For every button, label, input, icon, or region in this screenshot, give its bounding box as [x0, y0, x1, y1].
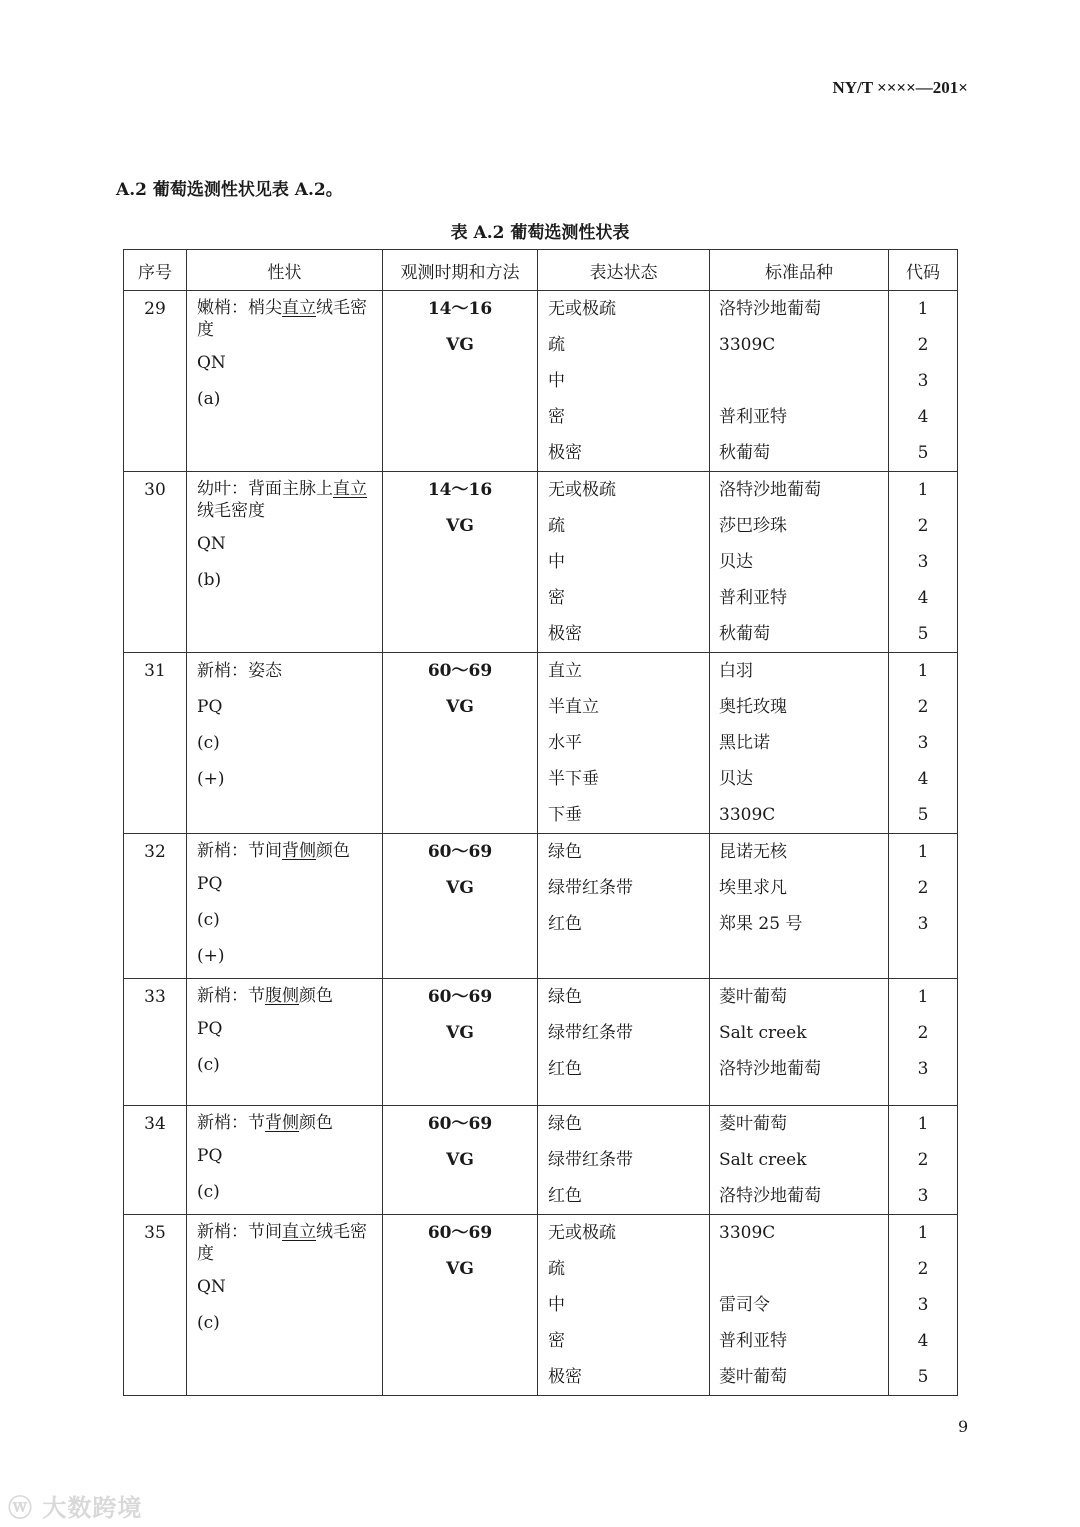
standard-variety [719, 363, 888, 399]
trait-cell [187, 1215, 383, 1396]
trait-name-part: 新梢：节间 [197, 841, 282, 861]
weibo-logo-icon: ⓦ [8, 1494, 33, 1522]
expression-state: 中 [548, 552, 565, 572]
trait-cell [187, 653, 383, 834]
trait-attribute: QN [197, 1277, 226, 1297]
observation-cell [383, 979, 538, 1106]
trait-name [197, 291, 382, 345]
trait-name-part: 绒毛密度 [197, 501, 265, 521]
code-cell [889, 291, 958, 472]
observation-value: VG [446, 335, 474, 355]
variety-cell [710, 979, 889, 1106]
observation-value: VG [446, 516, 474, 536]
standard-variety: 洛特沙地葡萄 [719, 1186, 821, 1206]
trait-name [197, 834, 382, 866]
observation-value: 60～69 [427, 1114, 493, 1134]
row-number: 31 [144, 661, 166, 681]
observation-value: 60～69 [427, 1223, 493, 1243]
trait-name-part: 颜色 [299, 1113, 333, 1133]
expression-state: 直立 [548, 661, 582, 681]
underlined-term: 腹侧 [265, 986, 299, 1006]
observation-value: 14～16 [427, 299, 493, 319]
standard-variety: 昆诺无核 [719, 842, 787, 862]
observation-value: VG [446, 1259, 474, 1279]
expression-state: 绿带红条带 [548, 1150, 633, 1170]
expression-state: 绿色 [548, 1114, 582, 1134]
code-value: 5 [917, 443, 929, 463]
table-row [124, 1215, 958, 1396]
observation-cell [383, 1215, 538, 1396]
table-row [124, 979, 958, 1106]
code-cell [889, 1215, 958, 1396]
state-cell [538, 653, 710, 834]
trait-name-part: 新梢：节 [197, 1113, 265, 1133]
table-header-row [124, 250, 958, 291]
trait-name-part: 新梢：节 [197, 986, 265, 1006]
code-value: 5 [917, 624, 929, 644]
code-value: 1 [917, 1114, 929, 1134]
state-cell [538, 291, 710, 472]
trait-attribute: PQ [197, 874, 223, 894]
variety-cell [710, 834, 889, 979]
trait-name-part: 绒毛密度 [197, 298, 367, 340]
standard-variety: 菱叶葡萄 [719, 987, 787, 1007]
standard-variety: 洛特沙地葡萄 [719, 299, 821, 319]
row-number: 32 [144, 842, 166, 862]
observation-cell [383, 834, 538, 979]
standard-variety: 秋葡萄 [719, 624, 770, 644]
expression-state: 无或极疏 [548, 1223, 616, 1243]
table-row [124, 472, 958, 653]
trait-name [197, 1106, 382, 1138]
expression-state: 无或极疏 [548, 299, 616, 319]
watermark-logo [8, 1488, 142, 1523]
expression-state: 中 [548, 1295, 565, 1315]
trait-name-part: 颜色 [316, 841, 350, 861]
standard-variety [719, 1251, 888, 1287]
expression-state: 半直立 [548, 697, 599, 717]
underlined-term: 直立 [282, 298, 316, 318]
expression-state: 半下垂 [548, 769, 599, 789]
code-value: 4 [917, 588, 929, 608]
standard-variety: 秋葡萄 [719, 443, 770, 463]
row-number-cell [124, 472, 187, 653]
trait-name [197, 472, 382, 526]
expression-state: 红色 [548, 1059, 582, 1079]
trait-attribute: 新梢：姿态 [197, 661, 282, 681]
trait-cell [187, 834, 383, 979]
document-code-header: NY/T ××××—201× [832, 78, 968, 97]
code-cell [889, 653, 958, 834]
trait-attribute: QN [197, 353, 226, 373]
code-value: 5 [917, 1367, 929, 1387]
row-number-cell [124, 653, 187, 834]
trait-name-part: 颜色 [299, 986, 333, 1006]
trait-attribute: (c) [197, 910, 220, 930]
code-value: 2 [917, 1023, 929, 1043]
watermark-text: 大数跨境 [42, 1494, 143, 1522]
row-number: 35 [144, 1223, 166, 1243]
standard-variety: 3309C [719, 805, 776, 825]
column-header: 表达状态 [538, 250, 710, 291]
standard-variety: Salt creek [719, 1023, 807, 1043]
expression-state: 极密 [548, 1367, 582, 1387]
code-value: 3 [917, 1186, 929, 1206]
standard-variety: 洛特沙地葡萄 [719, 1059, 821, 1079]
trait-cell [187, 472, 383, 653]
trait-attribute: PQ [197, 1146, 223, 1166]
expression-state: 绿色 [548, 842, 582, 862]
row-number: 33 [144, 987, 166, 1007]
trait-name-part: 绒毛密度 [197, 1222, 367, 1264]
code-cell [889, 834, 958, 979]
row-number: 30 [144, 480, 166, 500]
trait-attribute: (+) [197, 946, 225, 966]
variety-cell [710, 1215, 889, 1396]
expression-state: 极密 [548, 624, 582, 644]
standard-variety: 3309C [719, 1223, 776, 1243]
code-value: 3 [917, 914, 929, 934]
table-row [124, 1106, 958, 1215]
code-value: 2 [917, 335, 929, 355]
standard-variety: 菱叶葡萄 [719, 1114, 787, 1134]
underlined-term: 背侧 [282, 841, 316, 861]
code-value: 5 [917, 805, 929, 825]
observation-cell [383, 653, 538, 834]
code-value: 3 [917, 371, 929, 391]
row-number-cell [124, 979, 187, 1106]
underlined-term: 背侧 [265, 1113, 299, 1133]
observation-value: 60～69 [427, 842, 493, 862]
code-value: 4 [917, 407, 929, 427]
row-number-cell [124, 291, 187, 472]
expression-state: 红色 [548, 914, 582, 934]
observation-cell [383, 291, 538, 472]
table-row [124, 291, 958, 472]
underlined-term: 直立 [333, 479, 367, 499]
code-value: 1 [917, 987, 929, 1007]
expression-state: 水平 [548, 733, 582, 753]
trait-attribute: QN [197, 534, 226, 554]
expression-state: 密 [548, 588, 565, 608]
trait-attribute: (c) [197, 1182, 220, 1202]
standard-variety: 白羽 [719, 661, 753, 681]
trait-name-part: 嫩梢：梢尖 [197, 298, 282, 318]
row-number: 29 [144, 299, 166, 319]
underlined-term: 直立 [282, 1222, 316, 1242]
code-value: 1 [917, 842, 929, 862]
code-value: 3 [917, 1295, 929, 1315]
code-cell [889, 1106, 958, 1215]
standard-variety: 洛特沙地葡萄 [719, 480, 821, 500]
standard-variety: 埃里求凡 [719, 878, 787, 898]
table-row [124, 834, 958, 979]
trait-attribute: (c) [197, 1313, 220, 1333]
expression-state: 疏 [548, 335, 565, 355]
trait-name [197, 1215, 382, 1269]
row-number-cell [124, 834, 187, 979]
expression-state: 红色 [548, 1186, 582, 1206]
trait-name-part: 新梢：节间 [197, 1222, 282, 1242]
expression-state: 绿带红条带 [548, 1023, 633, 1043]
trait-attribute: (+) [197, 769, 225, 789]
state-cell [538, 472, 710, 653]
trait-attribute: PQ [197, 1019, 223, 1039]
row-number-cell [124, 1106, 187, 1215]
code-value: 1 [917, 661, 929, 681]
expression-state: 绿色 [548, 987, 582, 1007]
table-row [124, 653, 958, 834]
column-header: 观测时期和方法 [383, 250, 538, 291]
code-value: 2 [917, 1259, 929, 1279]
trait-name-part: 幼叶：背面主脉上 [197, 479, 333, 499]
standard-variety: 黑比诺 [719, 733, 770, 753]
observation-value: 60～69 [427, 661, 493, 681]
code-value: 1 [917, 1223, 929, 1243]
standard-variety: 菱叶葡萄 [719, 1367, 787, 1387]
standard-variety: 奥托玫瑰 [719, 697, 787, 717]
expression-state: 疏 [548, 1259, 565, 1279]
column-header: 标准品种 [710, 250, 889, 291]
column-header: 序号 [124, 250, 187, 291]
standard-variety: 贝达 [719, 552, 753, 572]
expression-state: 绿带红条带 [548, 878, 633, 898]
standard-variety: 普利亚特 [719, 1331, 787, 1351]
code-value: 1 [917, 299, 929, 319]
trait-attribute: (c) [197, 1055, 220, 1075]
state-cell [538, 979, 710, 1106]
expression-state: 疏 [548, 516, 565, 536]
observation-value: VG [446, 697, 474, 717]
standard-variety: 雷司令 [719, 1295, 770, 1315]
section-heading: A.2 葡萄选测性状见表 A.2。 [116, 180, 343, 200]
code-value: 2 [917, 1150, 929, 1170]
column-header: 性状 [187, 250, 383, 291]
code-value: 2 [917, 516, 929, 536]
code-value: 3 [917, 552, 929, 572]
standard-variety: 莎巴珍珠 [719, 516, 787, 536]
variety-cell [710, 1106, 889, 1215]
standard-variety: 3309C [719, 335, 776, 355]
standard-variety: 普利亚特 [719, 588, 787, 608]
code-value: 4 [917, 1331, 929, 1351]
row-number-cell [124, 1215, 187, 1396]
variety-cell [710, 291, 889, 472]
expression-state: 密 [548, 1331, 565, 1351]
standard-variety: 郑果 25 号 [719, 914, 803, 934]
expression-state: 密 [548, 407, 565, 427]
trait-attribute: (b) [197, 570, 222, 590]
variety-cell [710, 472, 889, 653]
expression-state: 中 [548, 371, 565, 391]
code-cell [889, 472, 958, 653]
trait-cell [187, 291, 383, 472]
variety-cell [710, 653, 889, 834]
standard-variety: Salt creek [719, 1150, 807, 1170]
column-header: 代码 [889, 250, 958, 291]
observation-value: VG [446, 1150, 474, 1170]
observation-value: VG [446, 878, 474, 898]
code-value: 1 [917, 480, 929, 500]
code-cell [889, 979, 958, 1106]
trait-cell [187, 979, 383, 1106]
state-cell [538, 1215, 710, 1396]
code-value: 2 [917, 878, 929, 898]
observation-value: 60～69 [427, 987, 493, 1007]
trait-name [197, 979, 382, 1011]
observation-value: 14～16 [427, 480, 493, 500]
observation-cell [383, 472, 538, 653]
observation-value: VG [446, 1023, 474, 1043]
expression-state: 下垂 [548, 805, 582, 825]
standard-variety: 贝达 [719, 769, 753, 789]
table-caption: 表 A.2 葡萄选测性状表 [450, 223, 630, 243]
code-value: 4 [917, 769, 929, 789]
expression-state: 极密 [548, 443, 582, 463]
trait-cell [187, 1106, 383, 1215]
state-cell [538, 834, 710, 979]
expression-state: 无或极疏 [548, 480, 616, 500]
code-value: 3 [917, 1059, 929, 1079]
code-value: 2 [917, 697, 929, 717]
standard-variety: 普利亚特 [719, 407, 787, 427]
trait-attribute: PQ [197, 697, 223, 717]
state-cell [538, 1106, 710, 1215]
row-number: 34 [144, 1114, 166, 1134]
page-number: 9 [958, 1417, 969, 1436]
trait-attribute: (a) [197, 389, 221, 409]
observation-cell [383, 1106, 538, 1215]
code-value: 3 [917, 733, 929, 753]
traits-table [123, 249, 958, 1396]
trait-attribute: (c) [197, 733, 220, 753]
